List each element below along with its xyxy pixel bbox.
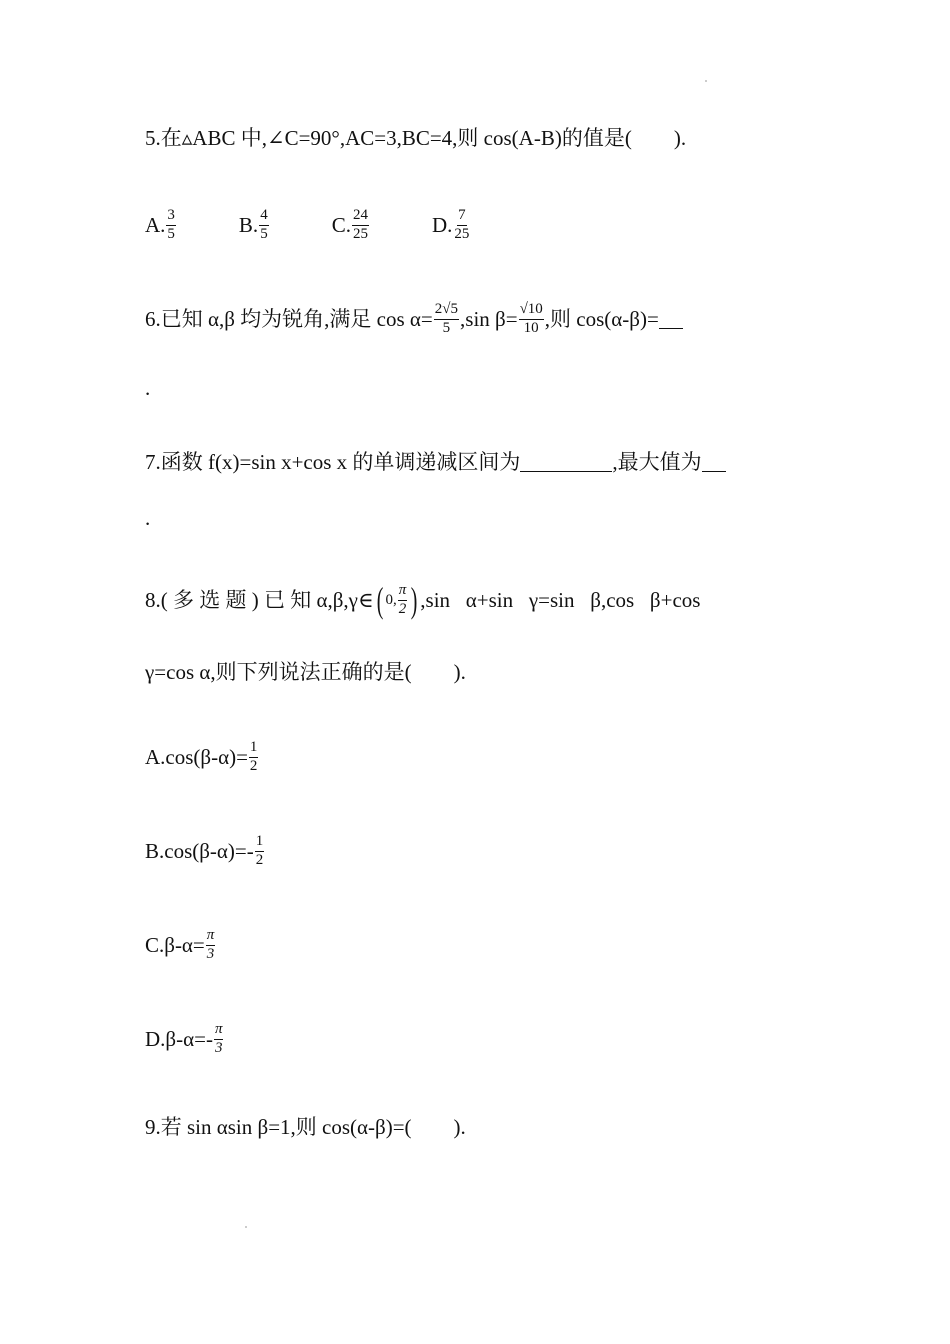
- interval-start: 0,: [385, 591, 397, 608]
- answer-blank[interactable]: [659, 310, 683, 329]
- period: .: [145, 376, 151, 400]
- option-text: B.cos(β-α)=-: [145, 838, 254, 863]
- question-6-end: [145, 378, 150, 399]
- option-text: A.cos(β-α)=: [145, 744, 248, 769]
- fraction: [214, 1022, 224, 1057]
- answer-blank-interval[interactable]: [520, 453, 612, 472]
- numerator: √10: [519, 302, 544, 320]
- option-label: D.: [431, 212, 453, 237]
- period: .: [145, 506, 151, 530]
- open-paren: (: [376, 580, 383, 620]
- question-5-option-d[interactable]: [432, 208, 471, 243]
- fraction-pi-over-2: [398, 583, 408, 618]
- denominator: 5: [260, 225, 268, 242]
- fraction: [249, 740, 259, 775]
- denominator: 2: [249, 757, 258, 774]
- denominator: 3: [206, 945, 215, 962]
- numerator: 4: [259, 208, 269, 226]
- question-7-end: [145, 508, 150, 529]
- fraction: [255, 834, 265, 869]
- question-8-stem-line2: [145, 662, 466, 683]
- option-label: B.: [238, 212, 259, 237]
- question-9-stem: [145, 1117, 466, 1138]
- numerator: π: [206, 928, 216, 946]
- question-8-option-c[interactable]: [145, 928, 216, 963]
- question-8-option-b[interactable]: [145, 834, 265, 869]
- question-5-options: [145, 208, 533, 243]
- fraction: [206, 928, 216, 963]
- numerator: 1: [255, 834, 265, 852]
- option-label: C.: [331, 212, 351, 237]
- question-6-text-suffix: ,则 cos(α-β)=: [544, 306, 659, 331]
- numerator: π: [398, 583, 408, 601]
- question-8-text: 8.( 多 选 题 ) 已 知 α,β,γ∈: [145, 587, 374, 612]
- question-6-stem: [145, 302, 683, 337]
- question-9-text: 9.若 sin αsin β=1,则 cos(α-β)=( ).: [145, 1115, 466, 1139]
- question-6-text-mid: ,sin β=: [460, 306, 518, 331]
- question-5-stem: [145, 128, 686, 149]
- question-8-option-d[interactable]: [145, 1022, 224, 1057]
- question-8-stem: [145, 582, 700, 618]
- option-text: C.β-α=: [145, 932, 205, 957]
- numerator: 3: [166, 208, 176, 226]
- fraction-sin-beta: [519, 302, 544, 337]
- numerator: π: [214, 1022, 224, 1040]
- question-5-text: 5.在▵ABC 中,∠C=90°,AC=3,BC=4,则 cos(A-B)的值是( ).: [145, 126, 687, 150]
- numerator: 1: [249, 740, 259, 758]
- question-5-option-c[interactable]: [332, 208, 370, 243]
- fraction-cos-alpha: [434, 302, 459, 337]
- denominator: 2: [398, 600, 407, 617]
- question-6-text: 6.已知 α,β 均为锐角,满足 cos α=: [145, 306, 433, 331]
- question-7-text-2: ,最大值为: [612, 450, 702, 474]
- question-8-option-a[interactable]: [145, 740, 259, 775]
- question-8-text-line2: γ=cos α,则下列说法正确的是( ).: [145, 660, 466, 684]
- denominator: 25: [454, 225, 470, 242]
- option-text: D.β-α=-: [145, 1026, 213, 1051]
- answer-blank-max[interactable]: [702, 453, 726, 472]
- numerator: 2√5: [434, 302, 459, 320]
- numerator: 24: [352, 208, 369, 226]
- fraction: [453, 208, 470, 243]
- scan-speck: [245, 1226, 247, 1228]
- denominator: 10: [523, 319, 539, 336]
- question-5-option-a[interactable]: [145, 208, 177, 243]
- denominator: 3: [214, 1039, 223, 1056]
- question-5-option-b[interactable]: [239, 208, 270, 243]
- denominator: 25: [352, 225, 368, 242]
- scan-speck: [705, 80, 707, 82]
- denominator: 2: [255, 851, 264, 868]
- denominator: 5: [442, 319, 451, 336]
- denominator: 5: [167, 225, 175, 242]
- fraction: [166, 208, 176, 243]
- numerator: 7: [457, 208, 467, 226]
- question-7-text: 7.函数 f(x)=sin x+cos x 的单调递减区间为: [145, 450, 521, 474]
- close-paren: ): [410, 580, 418, 620]
- question-7-stem: [145, 452, 726, 473]
- fraction: [352, 208, 369, 243]
- fraction: [259, 208, 269, 243]
- option-label: A.: [145, 212, 166, 237]
- question-8-text-rest: ,sin α+sin γ=sin β,cos β+cos: [420, 587, 701, 612]
